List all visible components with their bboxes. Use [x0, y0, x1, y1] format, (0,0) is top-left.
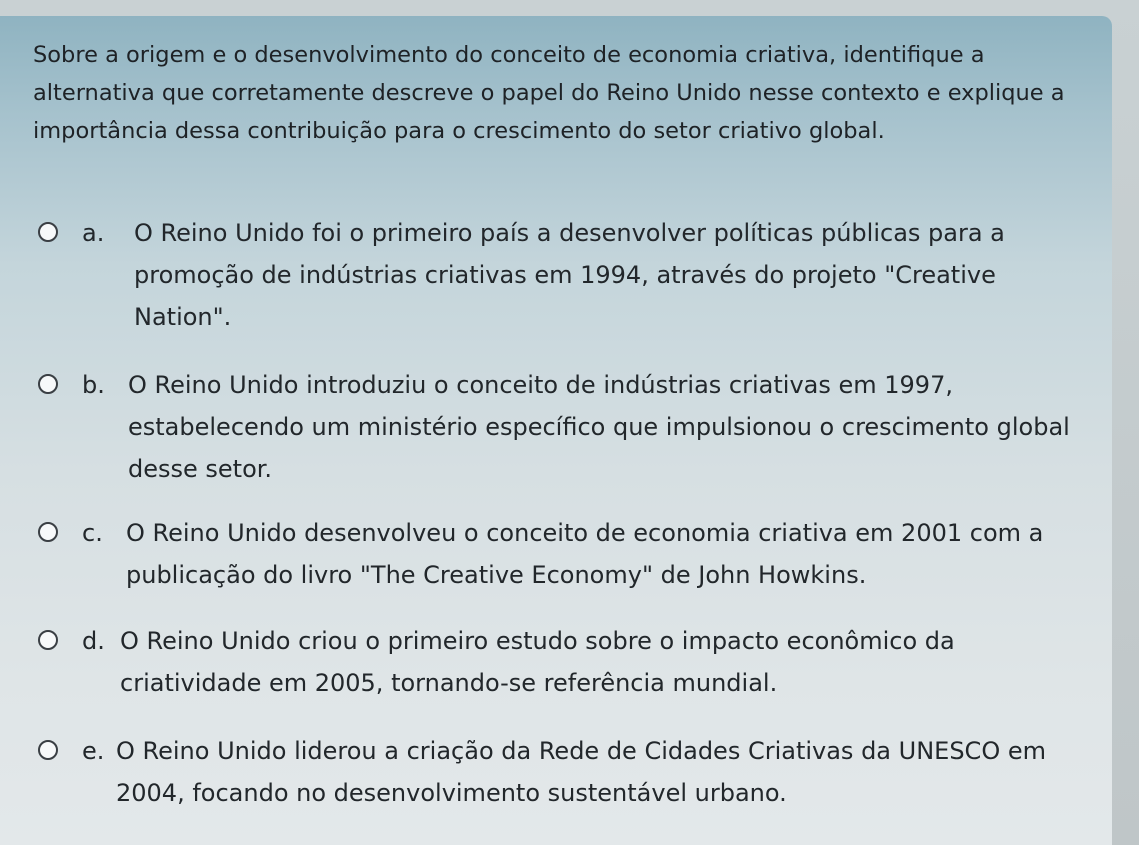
option-letter-b: b.	[82, 371, 105, 399]
radio-button-c[interactable]	[38, 522, 58, 542]
radio-button-a[interactable]	[38, 222, 58, 242]
option-text-b: O Reino Unido introduziu o conceito de indústrias criativas em 1997, estabelecendo um ministério específico que impulsionou o crescimento global desse setor.	[128, 371, 1070, 483]
radio-button-d[interactable]	[38, 630, 58, 650]
option-text-c: O Reino Unido desenvolveu o conceito de economia criativa em 2001 com a publicação do livro "The Creative Economy" de John Howkins.	[126, 519, 1044, 589]
radio-button-b[interactable]	[38, 374, 58, 394]
option-text-e: O Reino Unido liderou a criação da Rede de Cidades Criativas da UNESCO em 2004, focando no desenvolvimento sustentável urbano.	[116, 737, 1046, 807]
option-letter-d: d.	[82, 627, 105, 655]
radio-button-e[interactable]	[38, 740, 58, 760]
option-letter-e: e.	[82, 737, 105, 765]
option-text-d: O Reino Unido criou o primeiro estudo sobre o impacto econômico da criatividade em 2005, tornando-se referência mundial.	[120, 627, 955, 697]
question-card	[0, 16, 1112, 845]
question-text: Sobre a origem e o desenvolvimento do conceito de economia criativa, identifique a alternativa que corretamente descreve o papel do Reino Unido nesse contexto e explique a importância dessa contribuição para o crescimento do setor criativo global.	[33, 42, 1065, 144]
option-letter-c: c.	[82, 519, 103, 547]
option-letter-a: a.	[82, 219, 105, 247]
option-text-a: O Reino Unido foi o primeiro país a desenvolver políticas públicas para a promoção de indústrias criativas em 1994, através do projeto "Creative Nation".	[134, 219, 1005, 331]
